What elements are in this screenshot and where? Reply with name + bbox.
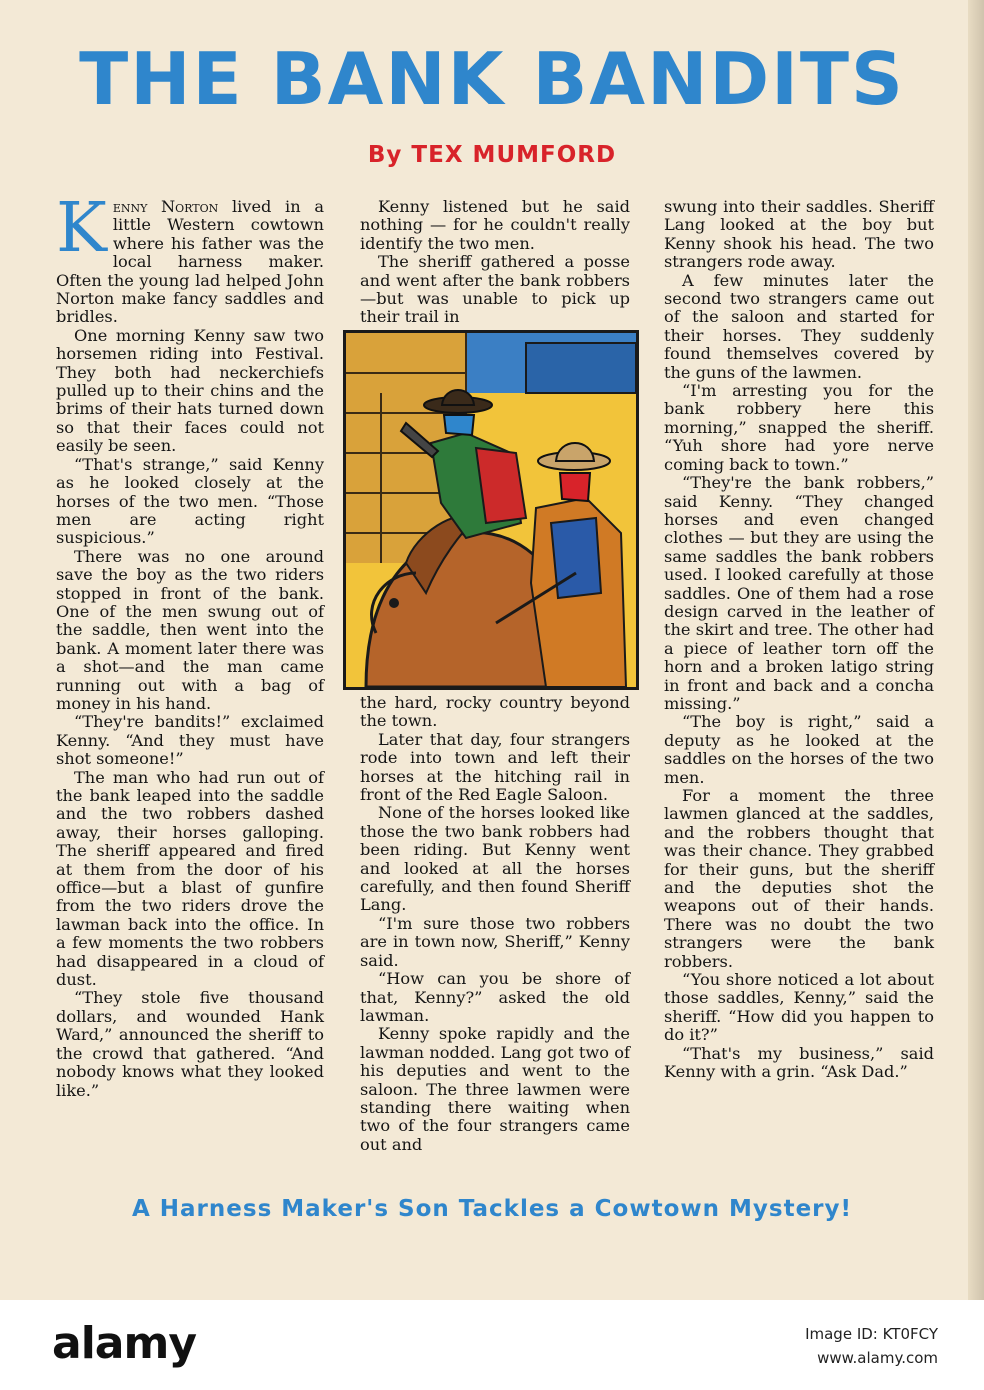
paragraph: For a moment the three lawmen glanced at the saddles, and the robbers thought that was their chance. They grabbed for their guns, but the sheriff and the deputies shot the weapons out of their hands. There was no doubt the two strangers were the bank robbers. bbox=[664, 786, 934, 971]
paragraph: “That's strange,” said Kenny as he looked closely at the horses of the two men. “Those men are acting right suspicious.” bbox=[56, 454, 324, 548]
paragraph: One morning Kenny saw two horsemen riding into Festival. They both had neckerchiefs pulled up to their chins and the brims of their hats turned down so that their faces could not easily be seen. bbox=[56, 325, 324, 456]
paragraph: The sheriff gathered a posse and went after the bank robbers—but was unable to pick up their trail in bbox=[360, 252, 630, 327]
image-id-block bbox=[805, 1322, 938, 1370]
paragraph: “How can you be shore of that, Kenny?” asked the old lawman. bbox=[360, 969, 630, 1025]
text-column-2-top bbox=[360, 198, 630, 327]
paragraph: “They're bandits!” exclaimed Kenny. “And they must have shot someone!” bbox=[56, 712, 324, 769]
text-column-1 bbox=[56, 189, 324, 1100]
paragraph: “I'm sure those two robbers are in town now, Sheriff,” Kenny said. bbox=[360, 913, 630, 970]
page-spine-shadow bbox=[968, 0, 984, 1300]
paragraph: Kenny listened but he said nothing — for he couldn't really identify the two men. bbox=[360, 197, 630, 253]
cowboy-illustration bbox=[343, 330, 639, 690]
paragraph: The man who had run out of the bank leaped into the saddle and the two robbers dashed away, their horses galloping. The sheriff appeared and fired at them from the door of his office—but a blast of gunfire from the two riders drove the lawman back into the office. In a few moments the two robbers had disappeared in a cloud of dust. bbox=[56, 767, 324, 990]
site-url: www.alamy.com bbox=[817, 1349, 938, 1367]
alamy-logo: alamy bbox=[52, 1318, 196, 1369]
paragraph: A few minutes later the second two strangers came out of the saloon and started for their horses. They suddenly found themselves covered by the guns of the lawmen. bbox=[664, 270, 934, 382]
paragraph: Later that day, four strangers rode into town and left their horses at the hitching rail in front of the Red Eagle Saloon. bbox=[360, 729, 630, 805]
story-title: THE BANK BANDITS bbox=[79, 37, 905, 121]
paragraph: There was no one around save the boy as the two riders stopped in front of the bank. One of the men swung out of the saddle, then went into the bank. A moment later there was a shot—and the man came running out with a bag of money in his hand. bbox=[56, 546, 324, 713]
opening-paragraph bbox=[56, 189, 324, 327]
paragraph: “They're the bank robbers,” said Kenny. “They changed horses and even changed clothes — but they are using the same saddles the bank robbers used. I looked carefully at those saddles. One of them had a rose design carved in the leather of the skirt and tree. The other had a piece of leather torn off the horn and a broken latigo string in front and back and a concha missing.” bbox=[664, 473, 934, 713]
text-column-3 bbox=[664, 198, 934, 1082]
paragraph: “They stole five thousand dollars, and wounded Hank Ward,” announced the sheriff to the crowd that gathered. “And nobody knows what they looked like.” bbox=[56, 988, 324, 1100]
paragraph: None of the horses looked like those the two bank robbers had been riding. But Kenny went and looked at all the horses carefully, and then found Sheriff Lang. bbox=[360, 803, 630, 915]
illustration-drawing bbox=[346, 333, 636, 687]
paragraph-continued: the hard, rocky country beyond the town. bbox=[360, 693, 630, 731]
paragraph: Kenny spoke rapidly and the lawman nodded. Lang got two of his deputies and went to the saloon. The three lawmen were standing there waiting when two of the four strangers came out and bbox=[360, 1024, 630, 1154]
paragraph: “I'm arresting you for the bank robbery here this morning,” snapped the sheriff. “Yuh shore had yore nerve coming back to town.” bbox=[664, 381, 934, 474]
paragraph: “The boy is right,” said a deputy as he looked at the saddles on the horses of the two men. bbox=[664, 712, 934, 787]
drop-cap: K bbox=[56, 189, 107, 268]
text-column-2-bottom bbox=[360, 694, 630, 1154]
lead-smallcaps: enny Norton bbox=[112, 197, 219, 216]
paragraph: “That's my business,” said Kenny with a grin. “Ask Dad.” bbox=[664, 1043, 934, 1082]
story-tagline: A Harness Maker's Son Tackles a Cowtown Mystery! bbox=[131, 1196, 853, 1222]
paragraph-continued: swung into their saddles. Sheriff Lang looked at the boy but Kenny shook his head. The two strangers rode away. bbox=[664, 197, 934, 272]
lead-text: lived in a little Western cowtown where his father was the local harness maker. Often the young lad helped John Norton make fancy saddles and bridles. bbox=[56, 197, 324, 327]
image-id: Image ID: KT0FCY bbox=[805, 1325, 938, 1343]
paragraph: “You shore noticed a lot about those saddles, Kenny,” said the sheriff. “How did you happen to do it?” bbox=[664, 970, 934, 1045]
author-byline: By TEX MUMFORD bbox=[367, 142, 617, 168]
